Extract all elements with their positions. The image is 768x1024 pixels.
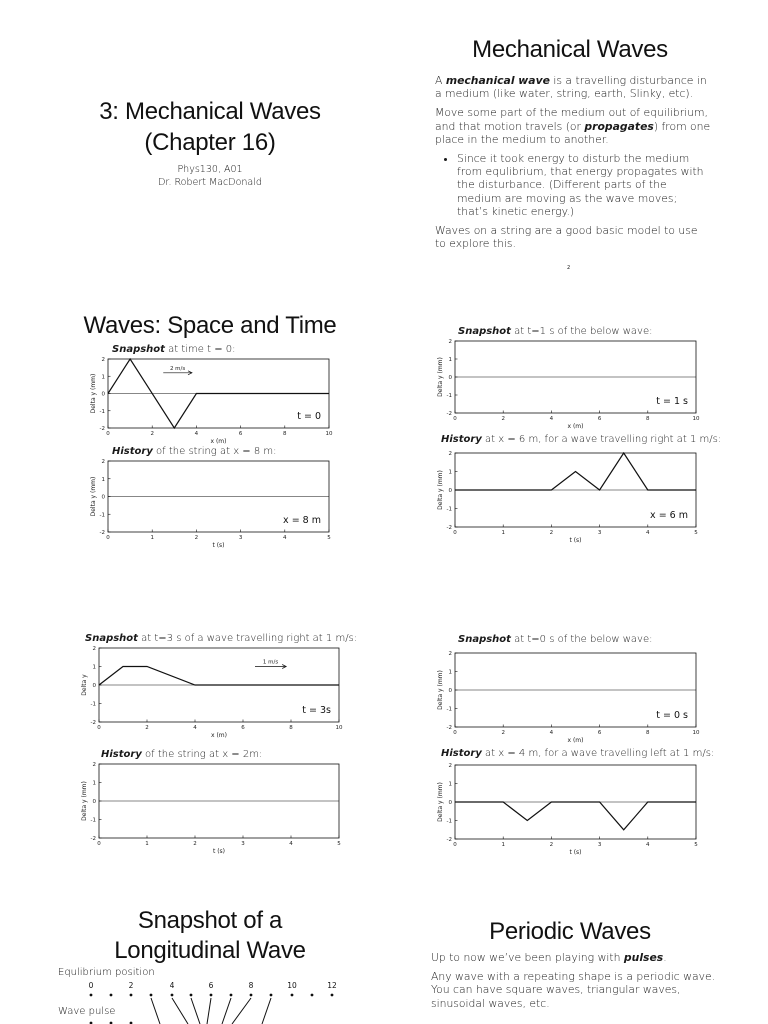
x-tick-label: 0	[453, 416, 457, 422]
x-tick-label: 5	[327, 535, 331, 541]
y-axis-label: Delta y (mm)	[437, 470, 444, 510]
y-tick-label: 0	[448, 688, 452, 694]
y-tick-label: 1	[448, 781, 452, 788]
x-tick-label: 0	[106, 535, 110, 541]
position-label: 4	[169, 981, 175, 990]
x-tick-label: 3	[597, 530, 602, 536]
x-axis-label: t (s)	[212, 542, 225, 549]
x-tick-label: 10	[692, 730, 700, 736]
slide1-course: Phys130, A01	[177, 164, 243, 175]
p1-post: .	[663, 951, 667, 964]
y-tick-label: 1	[101, 374, 105, 381]
y-tick-label: 2	[92, 646, 96, 652]
y-tick-label: 1	[101, 476, 105, 483]
y-tick-label: -2	[446, 525, 452, 531]
y-tick-label: 1	[448, 469, 452, 476]
x-tick-label: 5	[694, 842, 698, 848]
plot-label: t = 3s	[302, 705, 331, 716]
x-tick-label: 1	[501, 842, 505, 848]
y-tick-label: 0	[101, 391, 105, 398]
x-tick-label: 1	[145, 841, 149, 847]
y-tick-label: 2	[448, 651, 452, 657]
plot-label: x = 6 m	[650, 510, 688, 521]
position-label: 0	[88, 981, 94, 990]
velocity-label: 2 m/s	[169, 365, 186, 372]
x-tick-label: 3	[597, 842, 602, 848]
x-axis-label: t (s)	[569, 537, 582, 544]
caption-history: History	[112, 446, 153, 457]
equilibrium-label: Equlibrium position	[58, 967, 155, 978]
x-tick-label: 2	[194, 535, 199, 541]
x-tick-label: 10	[325, 431, 333, 437]
y-tick-label: 0	[101, 494, 105, 501]
caption-rest: at x = 6 m, for a wave travelling right at 1 m/s:	[481, 434, 722, 445]
y-axis-label: Delta y (mm)	[81, 781, 88, 821]
y-tick-label: -1	[446, 706, 452, 713]
position-label: 2	[128, 981, 134, 990]
position-label: 8	[248, 981, 254, 990]
y-tick-label: 2	[101, 357, 105, 363]
term-mechanical-wave: mechanical wave	[445, 74, 550, 87]
y-tick-label: -1	[446, 506, 452, 513]
y-axis-label: Delta y (mm)	[90, 476, 97, 517]
x-tick-label: 4	[646, 530, 650, 536]
x-tick-label: 6	[597, 730, 602, 736]
slide8-body	[431, 951, 731, 1016]
slide1-title-line2: (Chapter 16)	[144, 129, 276, 156]
y-axis-label: Delta y (mm)	[90, 373, 97, 414]
x-tick-label: 4	[289, 841, 293, 847]
x-tick-label: 5	[337, 841, 341, 847]
y-tick-label: -2	[90, 720, 96, 726]
x-tick-label: 4	[193, 725, 197, 731]
y-axis-label: Delta y (mm)	[437, 670, 444, 710]
caption-history: History	[101, 749, 142, 760]
term-pulses: pulses	[623, 951, 664, 964]
x-axis-label: x (m)	[210, 438, 227, 445]
slide2-paragraph-3: Waves on a string are a good basic model to use to explore this.	[435, 224, 698, 251]
y-tick-label: 1	[92, 664, 96, 671]
y-tick-label: -2	[99, 530, 105, 536]
y-tick-label: -1	[99, 512, 105, 519]
caption-rest: at x = 4 m, for a wave travelling left at 1 m/s:	[481, 748, 715, 759]
y-tick-label: 0	[448, 375, 452, 381]
x-tick-label: 2	[150, 431, 154, 437]
x-tick-label: 4	[283, 535, 287, 541]
y-tick-label: -1	[90, 701, 96, 708]
caption-history: History	[441, 748, 482, 759]
p2-post: ) from one place in the medium to another.	[435, 119, 711, 146]
y-tick-label: 2	[101, 459, 105, 465]
y-tick-label: 1	[448, 357, 452, 363]
plot-label: t = 0	[297, 411, 321, 422]
y-tick-label: -2	[446, 837, 452, 843]
x-tick-label: 2	[193, 841, 197, 847]
x-tick-label: 2	[549, 842, 554, 848]
y-tick-label: -1	[99, 408, 105, 415]
equilibrium-dots	[90, 994, 334, 997]
y-tick-label: 2	[92, 762, 96, 768]
velocity-label: 1 m/s	[262, 659, 279, 666]
position-label: 12	[327, 981, 337, 990]
position-label: 6	[208, 981, 214, 990]
plot-label: x = 8 m	[283, 515, 321, 526]
slide8-paragraph-1	[431, 951, 731, 964]
caption-snapshot: Snapshot	[458, 326, 511, 337]
y-axis-label: Delta y (mm)	[437, 782, 444, 822]
caption-rest: of the string at x = 2m:	[141, 749, 263, 760]
y-tick-label: 2	[448, 763, 452, 769]
x-axis-label: t (s)	[212, 848, 226, 855]
x-tick-label: 10	[692, 416, 700, 422]
x-tick-label: 6	[241, 725, 245, 731]
x-tick-label: 1	[150, 535, 154, 541]
wave-pulse-label: Wave pulse	[58, 1006, 116, 1017]
x-tick-label: 0	[106, 431, 110, 437]
caption-rest: at t=3 s of a wave travelling right at 1 m/s:	[137, 633, 358, 644]
x-tick-label: 2	[549, 530, 554, 536]
x-tick-label: 2	[145, 725, 149, 731]
x-tick-label: 0	[453, 530, 457, 536]
term-propagates: propagates	[584, 119, 654, 133]
caption-snapshot: Snapshot	[85, 633, 138, 644]
slide2-title: Mechanical Waves	[472, 36, 668, 63]
p1-pre: A	[435, 74, 446, 87]
y-tick-label: 0	[92, 799, 96, 805]
y-tick-label: 0	[448, 488, 452, 494]
slide7-title-line2: Longitudinal Wave	[114, 937, 306, 964]
x-axis-label: x (m)	[211, 732, 227, 739]
x-tick-label: 4	[549, 416, 554, 422]
x-tick-label: 3	[238, 535, 243, 541]
caption-rest: at t=0 s of the below wave:	[510, 634, 653, 645]
caption-rest: of the string at x = 8 m:	[152, 446, 277, 457]
caption-rest: at t=1 s of the below wave:	[510, 326, 653, 337]
p1-post: is a travelling disturbance in a medium (like water, string, earth, Slinky, etc).	[435, 74, 707, 101]
y-tick-label: 2	[448, 339, 452, 345]
y-tick-label: -2	[446, 725, 452, 731]
x-tick-label: 6	[597, 416, 602, 422]
position-label: 10	[287, 981, 297, 990]
slide8-title: Periodic Waves	[489, 918, 651, 945]
page-number: 2	[567, 265, 571, 271]
x-tick-label: 0	[453, 842, 457, 848]
y-tick-label: 1	[448, 669, 452, 676]
slide8-paragraph-2: Any wave with a repeating shape is a periodic wave. You can have square waves, triangular waves, sinusoidal waves, etc.	[431, 970, 716, 1010]
y-tick-label: 1	[92, 780, 96, 787]
y-tick-label: -2	[99, 426, 105, 432]
y-tick-label: -2	[90, 836, 96, 842]
x-tick-label: 6	[238, 431, 243, 437]
p1-pre: Up to now we’ve been playing with	[431, 951, 624, 964]
y-tick-label: 0	[92, 683, 96, 689]
x-tick-label: 8	[646, 416, 650, 422]
caption-history: History	[441, 434, 482, 445]
slide1-author: Dr. Robert MacDonald	[158, 177, 262, 188]
x-tick-label: 4	[646, 842, 650, 848]
x-axis-label: t (s)	[569, 849, 582, 856]
x-axis-label: x (m)	[567, 737, 584, 744]
slide3-title: Waves: Space and Time	[83, 312, 337, 339]
y-tick-label: -2	[446, 411, 452, 417]
p2-pre: Move some part of the medium out of equilibrium, and that motion travels (or	[435, 106, 708, 133]
y-tick-label: -1	[446, 393, 452, 399]
x-tick-label: 0	[97, 725, 101, 731]
x-tick-label: 4	[549, 730, 554, 736]
x-tick-label: 2	[501, 416, 505, 422]
displacement-arrows	[151, 998, 271, 1024]
x-tick-label: 3	[241, 841, 245, 847]
caption-snapshot: Snapshot	[458, 634, 511, 645]
slide2-bullet: • Since it took energy to disturb the medium from equlibrium, that energy propagates with the disturbance. (Different parts of the medium are moving as the wave moves; that’s kinetic energy.)	[457, 152, 711, 218]
caption-snapshot: Snapshot	[112, 344, 165, 355]
slide7-title-line1: Snapshot of a	[137, 907, 283, 934]
y-tick-label: -1	[90, 817, 96, 824]
x-tick-label: 8	[646, 730, 650, 736]
x-tick-label: 8	[283, 431, 287, 437]
plot-label: t = 1 s	[656, 396, 688, 407]
x-tick-label: 5	[694, 530, 698, 536]
caption-rest: at time t = 0:	[164, 344, 236, 355]
x-tick-label: 8	[289, 725, 293, 731]
x-tick-label: 2	[501, 730, 505, 736]
y-tick-label: -1	[446, 818, 452, 825]
x-tick-label: 10	[335, 725, 343, 731]
slide1-title-line1: 3: Mechanical Waves	[99, 98, 321, 125]
plot-label: t = 0 s	[656, 710, 688, 721]
x-tick-label: 4	[194, 431, 199, 437]
y-tick-label: 2	[448, 451, 452, 457]
y-axis-label: Delta y (mm)	[437, 357, 444, 397]
x-tick-label: 0	[97, 841, 101, 847]
x-tick-label: 0	[453, 730, 457, 736]
x-tick-label: 1	[501, 530, 505, 536]
x-axis-label: x (m)	[567, 423, 584, 430]
y-tick-label: 0	[448, 800, 452, 806]
y-axis-label: Delta y	[81, 674, 88, 696]
